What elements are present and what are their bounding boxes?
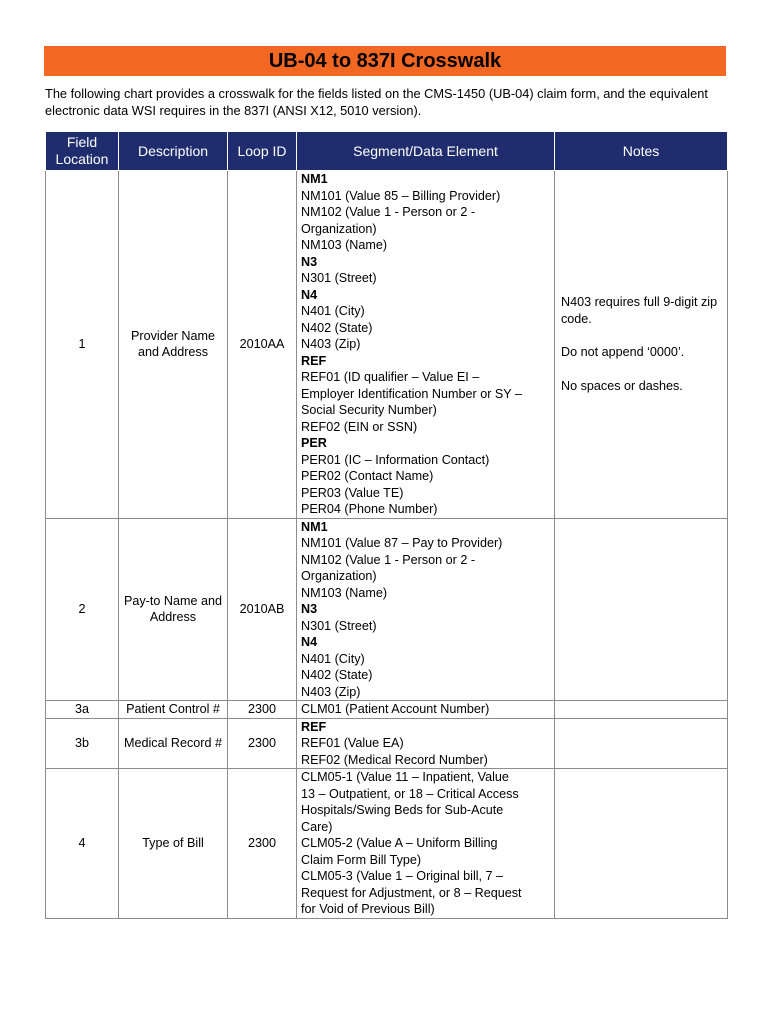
- segment-line: REF: [301, 719, 327, 734]
- table-header: [46, 132, 728, 171]
- table-body: [46, 171, 728, 919]
- segment-line: N4: [301, 287, 318, 302]
- notes-cell: [555, 701, 728, 719]
- description-cell: Pay-to Name and Address: [119, 518, 228, 701]
- document-title-text: UB-04 to 837I Crosswalk: [268, 49, 502, 72]
- segment-line: N3: [301, 254, 318, 269]
- segment-cell: [297, 718, 555, 769]
- loop-id-cell: 2010AA: [228, 171, 297, 519]
- segment-line: NM1: [301, 172, 328, 186]
- segment-line: REF02 (Medical Record Number): [301, 752, 488, 767]
- segment-cell: [297, 769, 555, 919]
- segment-line: REF01 (Value EA): [301, 736, 404, 750]
- segment-line: N301 (Street): [301, 618, 377, 633]
- segment-line: N402 (State): [301, 320, 373, 335]
- segment-line: N301 (Street): [301, 271, 377, 285]
- field-location-cell: 1: [46, 171, 119, 519]
- field-location-cell: 4: [46, 769, 119, 919]
- segment-cell: [297, 171, 555, 519]
- segment-line: NM103 (Name): [301, 238, 388, 252]
- segment-line: REF: [301, 353, 327, 368]
- notes-cell: [555, 171, 728, 519]
- loop-id-cell: 2010AB: [228, 518, 297, 701]
- table-row: [46, 171, 728, 519]
- segment-line: NM1: [301, 519, 328, 534]
- segment-line: NM103 (Name): [301, 585, 388, 600]
- segment-line: NM102 (Value 1 - Person or 2 -: [301, 205, 476, 219]
- table-row: [46, 769, 728, 919]
- segment-line: Social Security Number): [301, 403, 437, 417]
- header-segment: Segment/Data Element: [297, 132, 555, 171]
- document-title: [44, 46, 726, 76]
- segment-line: 13 – Outpatient, or 18 – Critical Access: [301, 786, 519, 801]
- loop-id-cell: 2300: [228, 718, 297, 769]
- segment-line: N4: [301, 635, 318, 649]
- segment-line: NM102 (Value 1 - Person or 2 -: [301, 552, 476, 567]
- description-cell: Patient Control #: [119, 701, 228, 719]
- segment-line: Organization): [301, 569, 377, 583]
- header-row: [46, 132, 728, 171]
- segment-line: N3: [301, 602, 318, 616]
- loop-id-cell: 2300: [228, 701, 297, 719]
- segment-line: N401 (City): [301, 651, 365, 666]
- description-cell: Medical Record #: [119, 718, 228, 769]
- field-location-cell: 3a: [46, 701, 119, 719]
- header-notes: Notes: [555, 132, 728, 171]
- segment-line: NM101 (Value 85 – Billing Provider): [301, 188, 501, 203]
- header-description: Description: [119, 132, 228, 171]
- segment-line: Organization): [301, 221, 377, 236]
- segment-line: Care): [301, 819, 333, 834]
- header-field-location: Field Location: [46, 132, 119, 171]
- segment-line: PER: [301, 436, 327, 450]
- segment-line: Claim Form Bill Type): [301, 852, 422, 867]
- table-row: [46, 718, 728, 769]
- intro-paragraph: The following chart provides a crosswalk for the fields listed on the CMS-1450 (UB-04) claim form, and the equivalent electronic data WSI requires in the 837I (ANSI X12, 5010 version).: [45, 86, 708, 118]
- note-text: N403 requires full 9-digit zip code.: [561, 295, 718, 326]
- notes-cell: [555, 518, 728, 701]
- segment-line: NM101 (Value 87 – Pay to Provider): [301, 536, 503, 550]
- segment-line: PER03 (Value TE): [301, 485, 404, 500]
- loop-id-cell: 2300: [228, 769, 297, 919]
- segment-line: REF01 (ID qualifier – Value EI –: [301, 370, 480, 384]
- segment-line: REF02 (EIN or SSN): [301, 419, 418, 434]
- segment-line: PER04 (Phone Number): [301, 502, 438, 516]
- segment-line: Request for Adjustment, or 8 – Request: [301, 885, 522, 900]
- segment-line: CLM05-3 (Value 1 – Original bill, 7 –: [301, 869, 504, 883]
- note-text: No spaces or dashes.: [561, 378, 683, 393]
- segment-cell: [297, 701, 555, 719]
- segment-line: CLM05-2 (Value A – Uniform Billing: [301, 836, 498, 850]
- field-location-cell: 3b: [46, 718, 119, 769]
- segment-line: PER01 (IC – Information Contact): [301, 452, 490, 467]
- note-text: Do not append ‘0000’.: [561, 345, 685, 360]
- header-loop-id: Loop ID: [228, 132, 297, 171]
- segment-line: N403 (Zip): [301, 684, 361, 699]
- segment-line: Employer Identification Number or SY –: [301, 386, 522, 401]
- notes-cell: [555, 718, 728, 769]
- segment-line: CLM05-1 (Value 11 – Inpatient, Value: [301, 770, 509, 784]
- field-location-cell: 2: [46, 518, 119, 701]
- crosswalk-table: [45, 131, 728, 919]
- segment-line: Hospitals/Swing Beds for Sub-Acute: [301, 803, 504, 817]
- description-cell: Type of Bill: [119, 769, 228, 919]
- table-row: [46, 518, 728, 701]
- segment-line: for Void of Previous Bill): [301, 902, 435, 916]
- notes-cell: [555, 769, 728, 919]
- segment-cell: [297, 518, 555, 701]
- table-row: [46, 701, 728, 719]
- segment-line: CLM01 (Patient Account Number): [301, 702, 490, 716]
- segment-line: N401 (City): [301, 304, 365, 318]
- segment-line: PER02 (Contact Name): [301, 469, 434, 483]
- segment-line: N403 (Zip): [301, 337, 361, 351]
- description-cell: Provider Name and Address: [119, 171, 228, 519]
- segment-line: N402 (State): [301, 668, 373, 682]
